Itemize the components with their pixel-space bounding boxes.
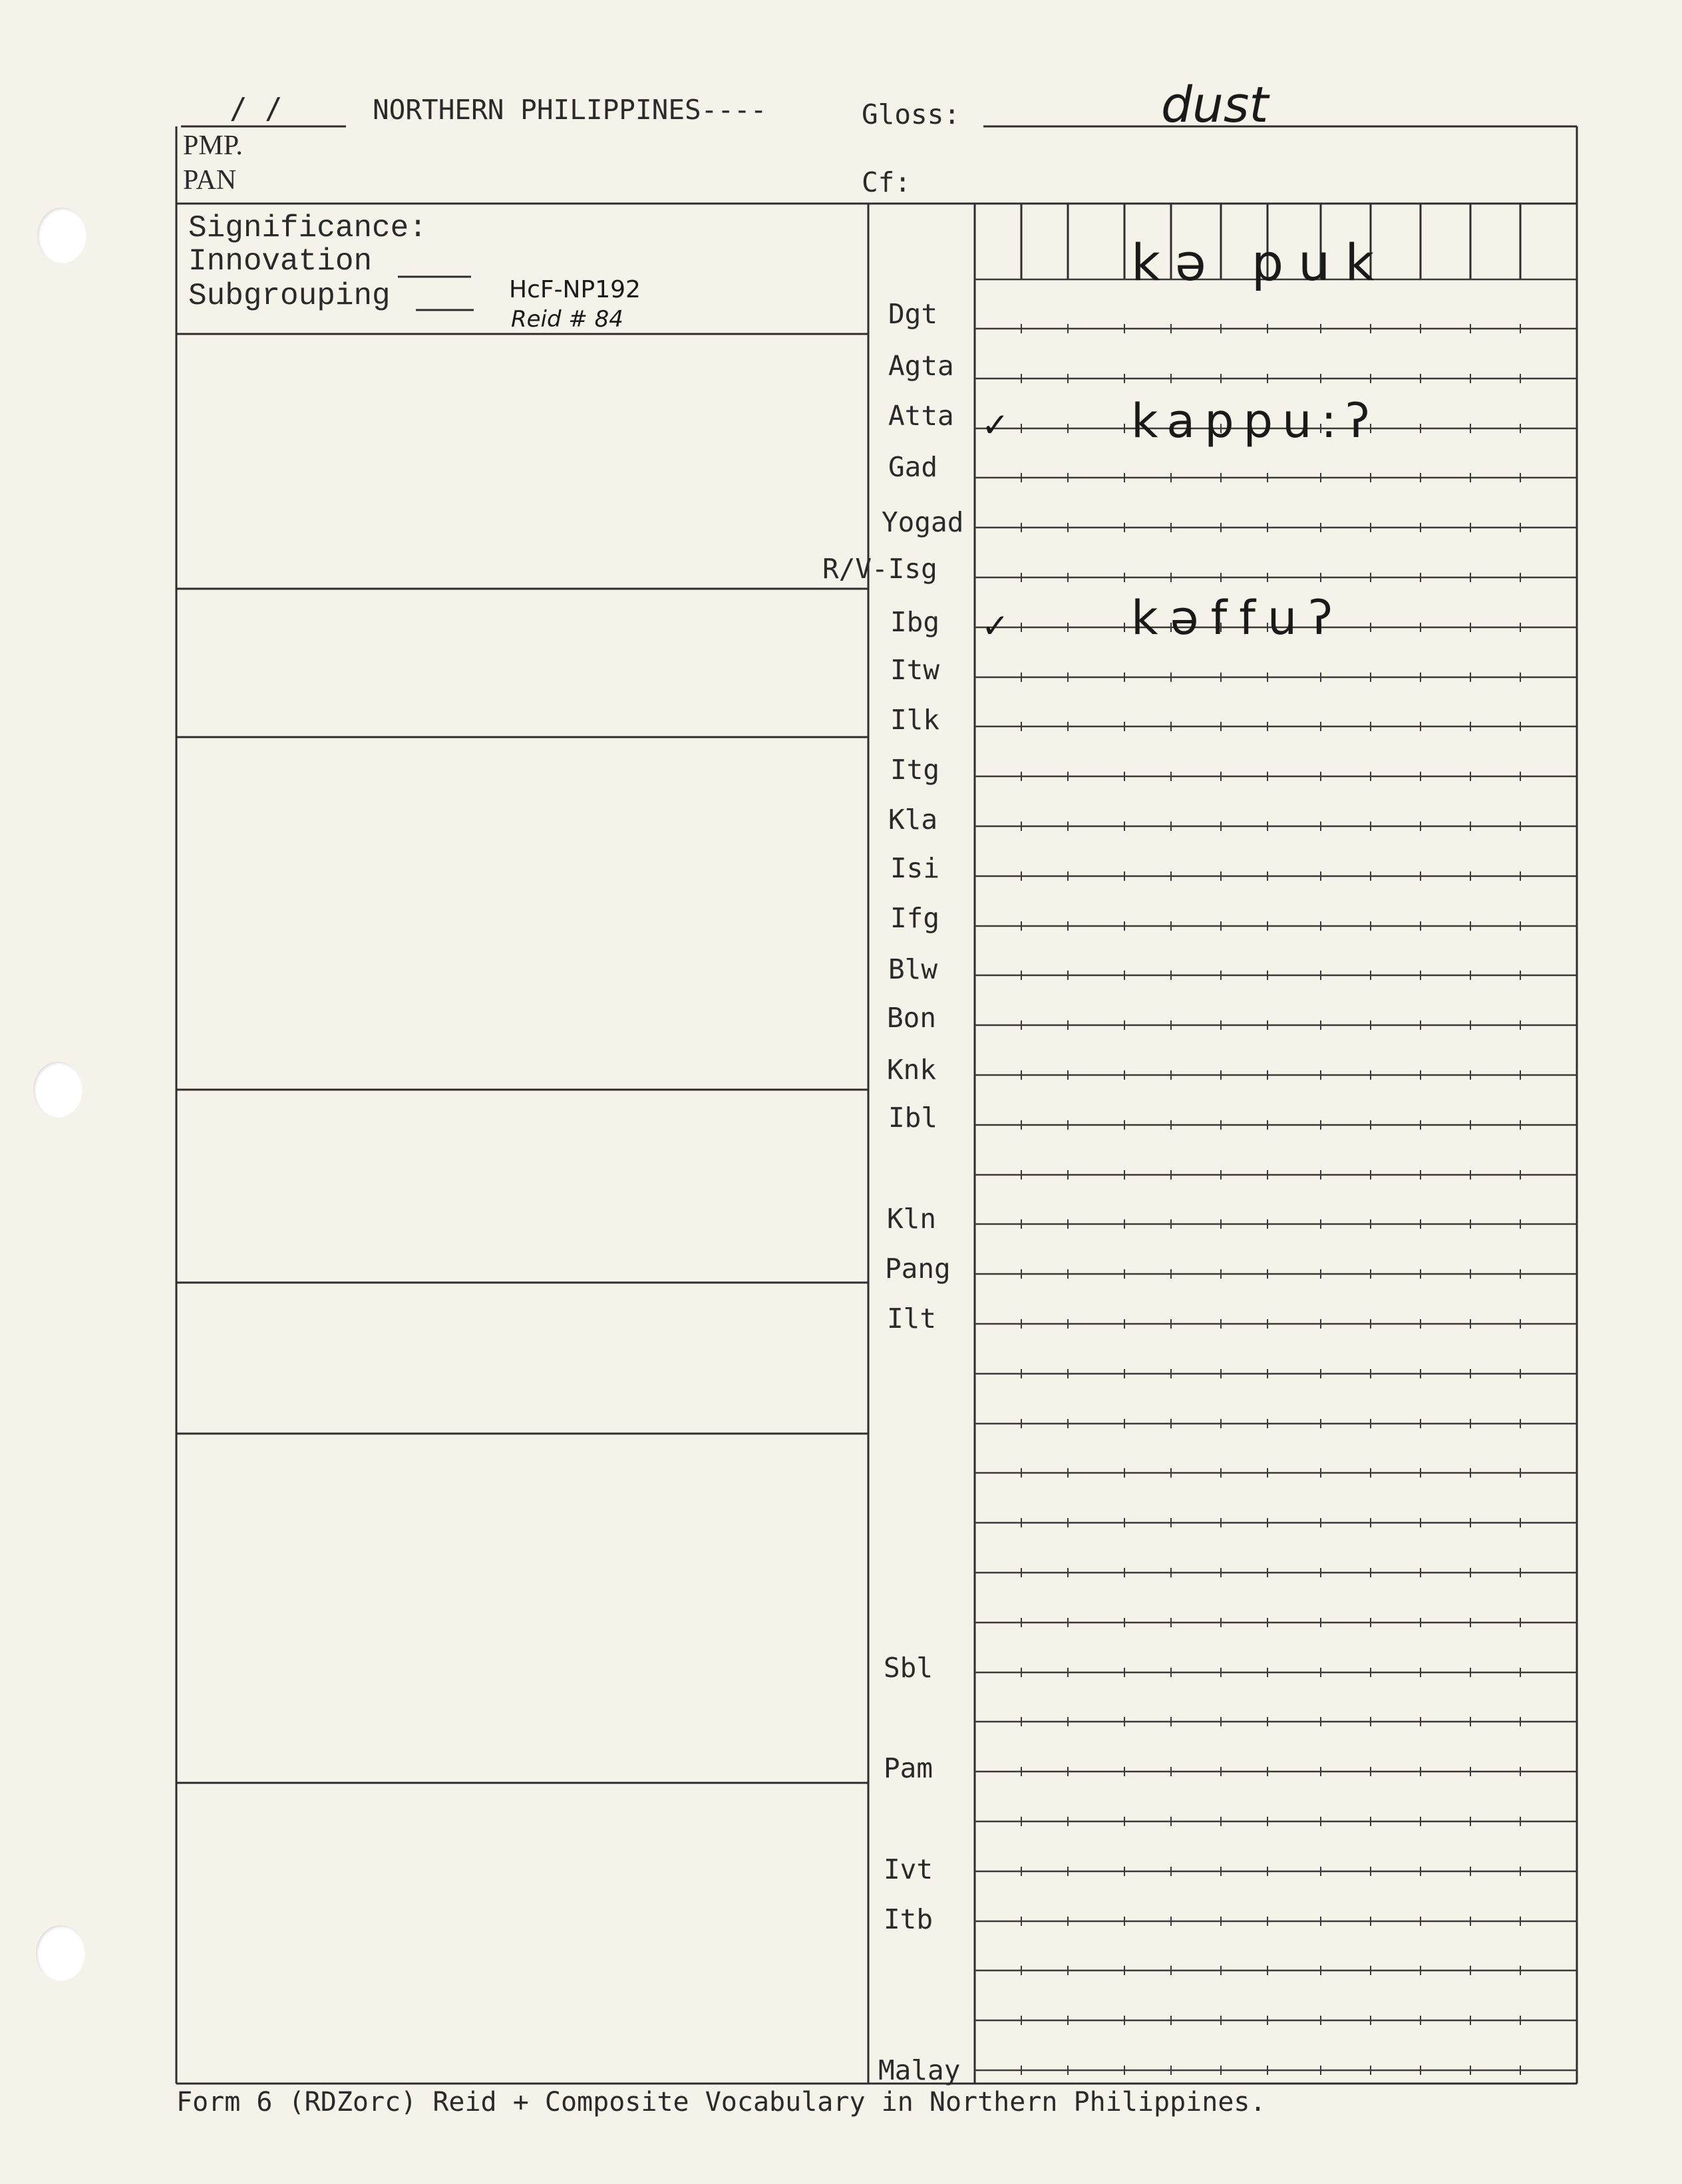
- gloss-label: Gloss:: [862, 98, 961, 130]
- reference-code: HcF-NP192: [509, 276, 641, 303]
- lang-pang: Pang: [885, 1253, 951, 1285]
- significance-heading: Significance:: [188, 211, 427, 245]
- innovation-label: Innovation: [188, 244, 373, 279]
- lang-itg: Itg: [890, 754, 940, 786]
- lang-isg: R/V-Isg: [822, 553, 937, 585]
- lang-ifg: Ifg: [890, 902, 940, 934]
- atta-checkmark: ✓: [981, 406, 1009, 444]
- atta-form: kappu:ʔ: [1131, 394, 1379, 448]
- ibg-form: kəffuʔ: [1131, 591, 1345, 645]
- lang-sbl: Sbl: [884, 1652, 933, 1684]
- lang-yogad: Yogad: [882, 506, 964, 538]
- proto-form: kə puk: [1131, 233, 1389, 292]
- lang-ibg: Ibg: [890, 606, 940, 638]
- lang-blw: Blw: [888, 953, 938, 985]
- lang-isi: Isi: [890, 852, 940, 884]
- lang-itw: Itw: [890, 654, 940, 686]
- subgrouping-label: Subgrouping: [188, 279, 391, 313]
- lang-malay: Malay: [878, 2054, 961, 2086]
- lang-knk: Knk: [887, 1054, 937, 1086]
- lang-dgt: Dgt: [888, 298, 938, 330]
- cf-label: Cf:: [862, 166, 912, 198]
- lang-itb: Itb: [884, 1903, 933, 1935]
- ibg-checkmark: ✓: [981, 607, 1009, 645]
- gloss-value: dust: [1161, 77, 1269, 134]
- lang-ilk: Ilk: [890, 704, 940, 736]
- lang-pam: Pam: [884, 1752, 933, 1784]
- lang-agta: Agta: [888, 350, 954, 382]
- pmp-label: PMP.: [183, 130, 243, 161]
- lang-ibl: Ibl: [888, 1102, 938, 1134]
- reference-number: Reid # 84: [511, 306, 623, 333]
- lang-kla: Kla: [888, 804, 938, 836]
- date-field: / /: [230, 92, 283, 126]
- lang-kln: Kln: [887, 1203, 937, 1235]
- lang-bon: Bon: [887, 1002, 937, 1034]
- lang-ivt: Ivt: [884, 1853, 933, 1885]
- form-title: NORTHERN PHILIPPINES----: [373, 94, 767, 126]
- pan-label: PAN: [183, 165, 237, 196]
- lang-gad: Gad: [888, 451, 938, 483]
- lang-ilt: Ilt: [887, 1303, 937, 1334]
- form-footer: Form 6 (RDZorc) Reid + Composite Vocabulary in Northern Philippines.: [176, 2087, 1266, 2117]
- lang-atta: Atta: [888, 400, 954, 432]
